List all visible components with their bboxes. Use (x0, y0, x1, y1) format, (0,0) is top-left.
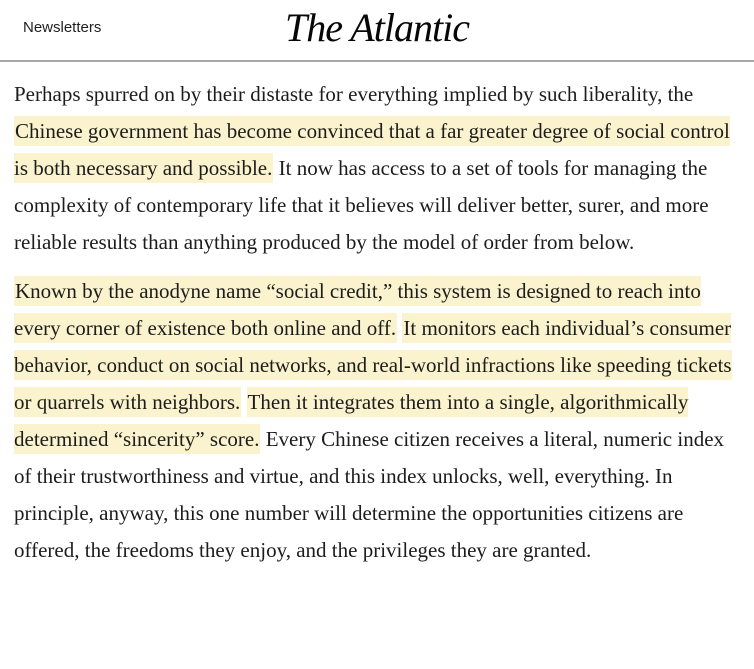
site-header (0, 0, 754, 62)
highlighted-text: Known by the anodyne name “social credit,” this system is designed to reach into every corner of existence both online and off. (14, 276, 701, 343)
article-paragraph (14, 273, 740, 569)
highlighted-text: It monitors each individual’s consumer behavior, conduct on social networks, and real-world infractions like speeding tickets or quarrels with neighbors. (14, 313, 732, 417)
paragraph-text (241, 390, 246, 414)
paragraph-text: Every Chinese citizen receives a literal, numeric index of their trustworthiness and virtue, and this index unlocks, well, everything. In principle, anyway, this one number will determine the opportunities citizens are offered, the freedoms they enjoy, and the privileges they are granted. (14, 427, 725, 562)
paragraph-text: It now has access to a set of tools for managing the complexity of contemporary life that it believes will deliver better, surer, and more reliable results than anything produced by the model of order from below. (14, 156, 709, 254)
highlighted-text: Then it integrates them into a single, algorithmically determined “sincerity” score. (14, 387, 688, 454)
paragraph-text: Perhaps spurred on by their distaste for everything implied by such liberality, the (14, 82, 694, 106)
article-body (0, 62, 754, 569)
newsletters-link[interactable]: Newsletters (23, 19, 102, 36)
article-paragraph (14, 76, 740, 261)
highlighted-text: Chinese government has become convinced that a far greater degree of social control is both necessary and possible. (14, 116, 730, 183)
the-atlantic-logo[interactable]: The Atlantic (285, 5, 469, 50)
